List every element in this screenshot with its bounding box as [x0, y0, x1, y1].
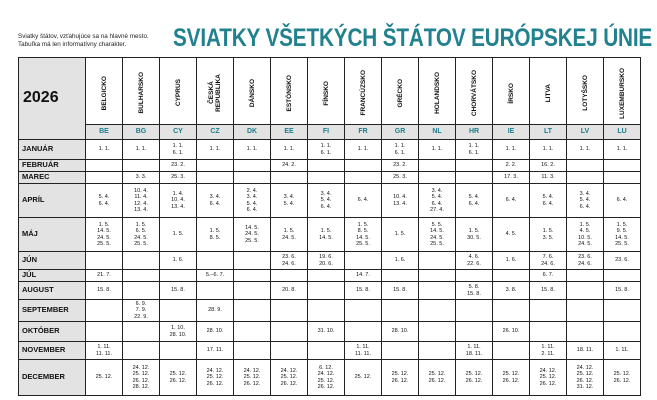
- holiday-cell: 1. 11. 2. 11.: [530, 342, 567, 360]
- country-name: [197, 58, 234, 125]
- holiday-cell: 1. 5. 3. 5.: [530, 218, 567, 252]
- holiday-cell: [419, 300, 456, 322]
- holiday-cell: [308, 342, 345, 360]
- holiday-cell: 25. 12. 26. 12.: [456, 360, 493, 396]
- holiday-cell: [530, 322, 567, 342]
- country-name-label: LUXEMBURSKO: [618, 67, 626, 119]
- country-code: CZ: [197, 125, 234, 140]
- holiday-cell: 28. 10.: [197, 322, 234, 342]
- holiday-cell: [197, 252, 234, 270]
- country-name: [86, 58, 123, 125]
- holiday-cell: [234, 282, 271, 300]
- country-name: [567, 58, 604, 125]
- holiday-cell: 1. 5.: [382, 218, 419, 252]
- holiday-cell: [234, 252, 271, 270]
- country-name-label: DÁNSKO: [248, 78, 256, 108]
- holiday-cell: [271, 322, 308, 342]
- holiday-cell: 3. 4. 5. 4. 6. 4.: [567, 184, 604, 218]
- holiday-cell: 23. 6. 24. 6.: [567, 252, 604, 270]
- holiday-cell: [308, 270, 345, 282]
- holiday-cell: 15. 8.: [345, 282, 382, 300]
- holiday-cell: [345, 300, 382, 322]
- country-code: BG: [123, 125, 160, 140]
- country-name: [419, 58, 456, 125]
- month-label: FEBRUÁR: [19, 160, 86, 172]
- holiday-cell: 23. 6.: [604, 252, 641, 270]
- holiday-cell: [419, 252, 456, 270]
- holiday-cell: 6. 4.: [345, 184, 382, 218]
- holiday-cell: 1. 1.: [604, 140, 641, 160]
- holiday-cell: 25. 12. 26. 12.: [382, 360, 419, 396]
- holiday-cell: [308, 300, 345, 322]
- holiday-cell: 6. 7.: [530, 270, 567, 282]
- holiday-cell: 5. 4. 6. 4.: [86, 184, 123, 218]
- table-row: [19, 184, 641, 218]
- holiday-cell: 1. 1.: [123, 140, 160, 160]
- holiday-cell: 1. 1.: [530, 140, 567, 160]
- holiday-cell: 17. 3.: [493, 172, 530, 184]
- holiday-cell: 1. 1.: [345, 140, 382, 160]
- holiday-cell: 20. 8.: [271, 282, 308, 300]
- holiday-cell: [604, 322, 641, 342]
- country-name-label: FRANCÚZSKO: [359, 70, 367, 116]
- holiday-cell: 18. 11.: [567, 342, 604, 360]
- holiday-cell: [604, 172, 641, 184]
- holiday-cell: 6. 4.: [604, 184, 641, 218]
- table-row: [19, 172, 641, 184]
- holiday-cell: 25. 12. 26. 12.: [604, 360, 641, 396]
- country-name-label: FÍNSKO: [322, 80, 330, 106]
- holiday-cell: 4. 5.: [493, 218, 530, 252]
- holiday-cell: 25. 12.: [86, 360, 123, 396]
- table-row: [19, 160, 641, 172]
- country-code: IE: [493, 125, 530, 140]
- holiday-cell: 1. 5. 6. 5. 24. 5. 25. 5.: [123, 218, 160, 252]
- holiday-cell: 1. 1. 6. 1.: [456, 140, 493, 160]
- table-row: [19, 140, 641, 160]
- holiday-cell: 1. 11.: [604, 342, 641, 360]
- info-note: Sviatky štátov, vzťahujúce sa na hlavné mesto. Tabuľka má len informatívny charakter.: [18, 33, 149, 48]
- holiday-cell: 5. 8. 15. 8.: [456, 282, 493, 300]
- holiday-cell: 1. 4. 10. 4. 13. 4.: [160, 184, 197, 218]
- country-name: [493, 58, 530, 125]
- holiday-cell: 6. 9. 7. 9. 22. 9.: [123, 300, 160, 322]
- month-label: JÚN: [19, 252, 86, 270]
- holiday-cell: 17. 11.: [197, 342, 234, 360]
- country-code: DK: [234, 125, 271, 140]
- country-name: [160, 58, 197, 125]
- holiday-cell: [567, 172, 604, 184]
- holiday-cell: 28. 10.: [382, 322, 419, 342]
- holiday-cell: [308, 172, 345, 184]
- country-name: [456, 58, 493, 125]
- holiday-cell: 25. 12.: [345, 360, 382, 396]
- holiday-cell: 25. 12. 26. 12.: [419, 360, 456, 396]
- holiday-cell: [234, 322, 271, 342]
- holiday-cell: [123, 252, 160, 270]
- country-name-label: BULHARSKO: [137, 72, 145, 114]
- holiday-cell: 1. 10. 28. 10.: [160, 322, 197, 342]
- holiday-cell: 24. 12. 25. 12. 26. 12.: [530, 360, 567, 396]
- holiday-cell: 23. 2.: [382, 160, 419, 172]
- holiday-cell: [419, 322, 456, 342]
- country-code: BE: [86, 125, 123, 140]
- country-code: LV: [567, 125, 604, 140]
- country-name-label: GRÉCKO: [396, 78, 404, 108]
- holiday-cell: [234, 300, 271, 322]
- holiday-cell: 24. 12. 25. 12. 26. 12.: [234, 360, 271, 396]
- holiday-cell: [456, 322, 493, 342]
- table-row: [19, 270, 641, 282]
- table-row: [19, 342, 641, 360]
- holiday-cell: [160, 342, 197, 360]
- holiday-cell: [345, 172, 382, 184]
- holiday-cell: [382, 342, 419, 360]
- holiday-table: [18, 57, 641, 396]
- holiday-cell: 3. 4. 6. 4.: [197, 184, 234, 218]
- holiday-cell: [123, 160, 160, 172]
- country-name: [271, 58, 308, 125]
- holiday-cell: 11. 3.: [530, 172, 567, 184]
- holiday-cell: 24. 12. 25. 12. 26. 12.: [197, 360, 234, 396]
- holiday-cell: 10. 4. 11. 4. 12. 4. 13. 4.: [123, 184, 160, 218]
- holiday-cell: 1. 1.: [419, 140, 456, 160]
- holiday-cell: 1. 5. 14. 5. 24. 5. 25. 5.: [86, 218, 123, 252]
- holiday-cell: [419, 282, 456, 300]
- country-name-label: ÍRSKO: [507, 82, 515, 104]
- holiday-cell: [197, 282, 234, 300]
- holiday-cell: 2. 2.: [493, 160, 530, 172]
- holiday-cell: 5. 4. 6. 4.: [530, 184, 567, 218]
- month-label: AUGUST: [19, 282, 86, 300]
- holiday-cell: 15. 8.: [86, 282, 123, 300]
- holiday-cell: 14. 7.: [345, 270, 382, 282]
- holiday-cell: [567, 300, 604, 322]
- month-label: OKTÓBER: [19, 322, 86, 342]
- country-name: [308, 58, 345, 125]
- holiday-cell: 3. 4. 5. 4.: [271, 184, 308, 218]
- country-code: FI: [308, 125, 345, 140]
- holiday-cell: [419, 270, 456, 282]
- holiday-cell: 1. 1.: [234, 140, 271, 160]
- holiday-cell: 6. 4.: [493, 184, 530, 218]
- country-name: [530, 58, 567, 125]
- holiday-cell: 1. 11. 11. 11.: [86, 342, 123, 360]
- holiday-cell: [160, 300, 197, 322]
- holiday-cell: 1. 5.: [160, 218, 197, 252]
- holiday-cell: 1. 5. 9. 5. 14. 5. 25. 5.: [604, 218, 641, 252]
- holiday-cell: [567, 160, 604, 172]
- holiday-cell: 1. 5. 14. 5.: [308, 218, 345, 252]
- holiday-cell: 4. 6. 22. 6.: [456, 252, 493, 270]
- holiday-cell: 1. 1. 6. 1.: [308, 140, 345, 160]
- holiday-cell: [567, 282, 604, 300]
- holiday-cell: [382, 270, 419, 282]
- holiday-cell: [234, 342, 271, 360]
- country-code: NL: [419, 125, 456, 140]
- holiday-cell: [456, 172, 493, 184]
- country-name: [382, 58, 419, 125]
- holiday-cell: [493, 342, 530, 360]
- country-code: FR: [345, 125, 382, 140]
- table-row: [19, 360, 641, 396]
- holiday-cell: 1. 11. 18. 11.: [456, 342, 493, 360]
- holiday-cell: [197, 160, 234, 172]
- holiday-cell: [530, 300, 567, 322]
- holiday-cell: [234, 270, 271, 282]
- holiday-cell: 3. 3.: [123, 172, 160, 184]
- holiday-cell: 5. 5. 14. 5. 24. 5. 25. 5.: [419, 218, 456, 252]
- holiday-cell: 15. 8.: [160, 282, 197, 300]
- country-name-label: HOLANDSKO: [433, 72, 441, 114]
- table-row: [19, 300, 641, 322]
- holiday-cell: [604, 270, 641, 282]
- page-title: SVIATKY VŠETKÝCH ŠTÁTOV EURÓPSKEJ ÚNIE: [173, 24, 653, 52]
- holiday-cell: 23. 6. 24. 6.: [271, 252, 308, 270]
- holiday-cell: [271, 342, 308, 360]
- holiday-cell: [308, 160, 345, 172]
- holiday-cell: 31. 10.: [308, 322, 345, 342]
- country-code: CY: [160, 125, 197, 140]
- country-code: LT: [530, 125, 567, 140]
- holiday-cell: 1. 5. 8. 5. 14. 5. 25. 5.: [345, 218, 382, 252]
- country-code: LU: [604, 125, 641, 140]
- holiday-cell: 24. 2.: [271, 160, 308, 172]
- holiday-cell: [345, 322, 382, 342]
- holiday-cell: [234, 160, 271, 172]
- holiday-cell: [123, 270, 160, 282]
- holiday-cell: [160, 270, 197, 282]
- country-name-label: ČESKÁ REPUBLIKA: [208, 74, 222, 112]
- holiday-cell: 5. 4. 6. 4.: [456, 184, 493, 218]
- holiday-cell: 1. 1.: [567, 140, 604, 160]
- holiday-cell: [234, 172, 271, 184]
- holiday-cell: 21. 7.: [86, 270, 123, 282]
- month-label: MAREC: [19, 172, 86, 184]
- holiday-cell: 24. 12. 25. 12. 26. 12.: [271, 360, 308, 396]
- holiday-cell: 3. 8.: [493, 282, 530, 300]
- month-label: SEPTEMBER: [19, 300, 86, 322]
- holiday-cell: 7. 6. 24. 6.: [530, 252, 567, 270]
- month-label: APRÍL: [19, 184, 86, 218]
- country-code: GR: [382, 125, 419, 140]
- holiday-cell: 15. 8.: [382, 282, 419, 300]
- holiday-cell: 28. 9.: [197, 300, 234, 322]
- holiday-cell: [456, 300, 493, 322]
- holiday-cell: 1. 1.: [197, 140, 234, 160]
- holiday-cell: [86, 160, 123, 172]
- country-name: [604, 58, 641, 125]
- holiday-cell: [345, 160, 382, 172]
- country-name-label: CHORVÁTSKO: [470, 69, 478, 117]
- country-name-label: CYPRUS: [174, 79, 182, 107]
- holiday-cell: [86, 172, 123, 184]
- holiday-cell: [493, 300, 530, 322]
- holiday-cell: 10. 4. 13. 4.: [382, 184, 419, 218]
- country-code: EE: [271, 125, 308, 140]
- holiday-cell: 3. 4. 5. 4. 6. 4.: [308, 184, 345, 218]
- holiday-cell: 15. 8.: [604, 282, 641, 300]
- holiday-cell: [197, 172, 234, 184]
- holiday-cell: 26. 10.: [493, 322, 530, 342]
- month-label: DECEMBER: [19, 360, 86, 396]
- table-row: [19, 282, 641, 300]
- holiday-cell: 1. 6.: [160, 252, 197, 270]
- country-name-label: LITVA: [544, 83, 552, 103]
- holiday-cell: [419, 160, 456, 172]
- month-label: MÁJ: [19, 218, 86, 252]
- holiday-cell: 24. 12. 25. 12. 26. 12. 28. 12.: [123, 360, 160, 396]
- holiday-cell: 1. 5. 24. 5.: [271, 218, 308, 252]
- holiday-cell: 25. 3.: [160, 172, 197, 184]
- holiday-cell: 6. 12. 24. 12. 25. 12. 26. 12.: [308, 360, 345, 396]
- holiday-cell: [308, 282, 345, 300]
- holiday-cell: [456, 270, 493, 282]
- holiday-cell: 1. 6.: [493, 252, 530, 270]
- country-name: [345, 58, 382, 125]
- holiday-cell: 2. 4. 3. 4. 5. 4. 6. 4.: [234, 184, 271, 218]
- country-name: [234, 58, 271, 125]
- holiday-cell: [419, 172, 456, 184]
- holiday-cell: [123, 342, 160, 360]
- holiday-cell: [271, 300, 308, 322]
- holiday-cell: 19. 6. 20. 6.: [308, 252, 345, 270]
- holiday-cell: [493, 270, 530, 282]
- holiday-cell: 25. 12. 26. 12.: [493, 360, 530, 396]
- holiday-cell: 1. 11. 11. 11.: [345, 342, 382, 360]
- holiday-cell: [271, 270, 308, 282]
- country-name-label: ESTÓNSKO: [285, 74, 293, 112]
- holiday-cell: [604, 300, 641, 322]
- holiday-cell: 1. 1.: [493, 140, 530, 160]
- holiday-cell: 1. 1. 6. 1.: [382, 140, 419, 160]
- country-code: HR: [456, 125, 493, 140]
- holiday-cell: [604, 160, 641, 172]
- holiday-cell: [123, 322, 160, 342]
- holiday-cell: 5.–6. 7.: [197, 270, 234, 282]
- holiday-cell: 1. 5. 30. 5.: [456, 218, 493, 252]
- holiday-cell: 23. 2.: [160, 160, 197, 172]
- holiday-cell: 1. 1.: [86, 140, 123, 160]
- month-label: JANUÁR: [19, 140, 86, 160]
- holiday-cell: [123, 282, 160, 300]
- holiday-cell: 1. 5. 8. 5.: [197, 218, 234, 252]
- holiday-cell: 25. 3.: [382, 172, 419, 184]
- country-name: [123, 58, 160, 125]
- month-label: NOVEMBER: [19, 342, 86, 360]
- holiday-cell: 1. 1.: [271, 140, 308, 160]
- holiday-cell: [567, 270, 604, 282]
- table-row: [19, 252, 641, 270]
- holiday-cell: 15. 8.: [530, 282, 567, 300]
- holiday-cell: [456, 160, 493, 172]
- holiday-cell: [86, 252, 123, 270]
- country-name-label: LOTYŠSKO: [581, 75, 589, 111]
- month-label: JÚL: [19, 270, 86, 282]
- holiday-cell: [382, 300, 419, 322]
- holiday-cell: 1. 6.: [382, 252, 419, 270]
- holiday-cell: 3. 4. 5. 4. 6. 4. 27. 4.: [419, 184, 456, 218]
- holiday-cell: [567, 322, 604, 342]
- table-row: [19, 218, 641, 252]
- holiday-cell: 1. 5. 4. 5. 10. 5. 24. 5.: [567, 218, 604, 252]
- holiday-cell: 16. 2.: [530, 160, 567, 172]
- year-label: 2026: [19, 58, 86, 140]
- holiday-cell: 14. 5. 24. 5. 25. 5.: [234, 218, 271, 252]
- table-row: [19, 322, 641, 342]
- country-name-label: BELGICKO: [100, 75, 108, 111]
- holiday-cell: 25. 12. 26. 12.: [160, 360, 197, 396]
- holiday-cell: 24. 12. 25. 12. 26. 12. 31. 12.: [567, 360, 604, 396]
- holiday-cell: [345, 252, 382, 270]
- holiday-cell: [271, 172, 308, 184]
- holiday-cell: [86, 300, 123, 322]
- holiday-cell: 1. 1. 6. 1.: [160, 140, 197, 160]
- holiday-cell: [86, 322, 123, 342]
- holiday-cell: [419, 342, 456, 360]
